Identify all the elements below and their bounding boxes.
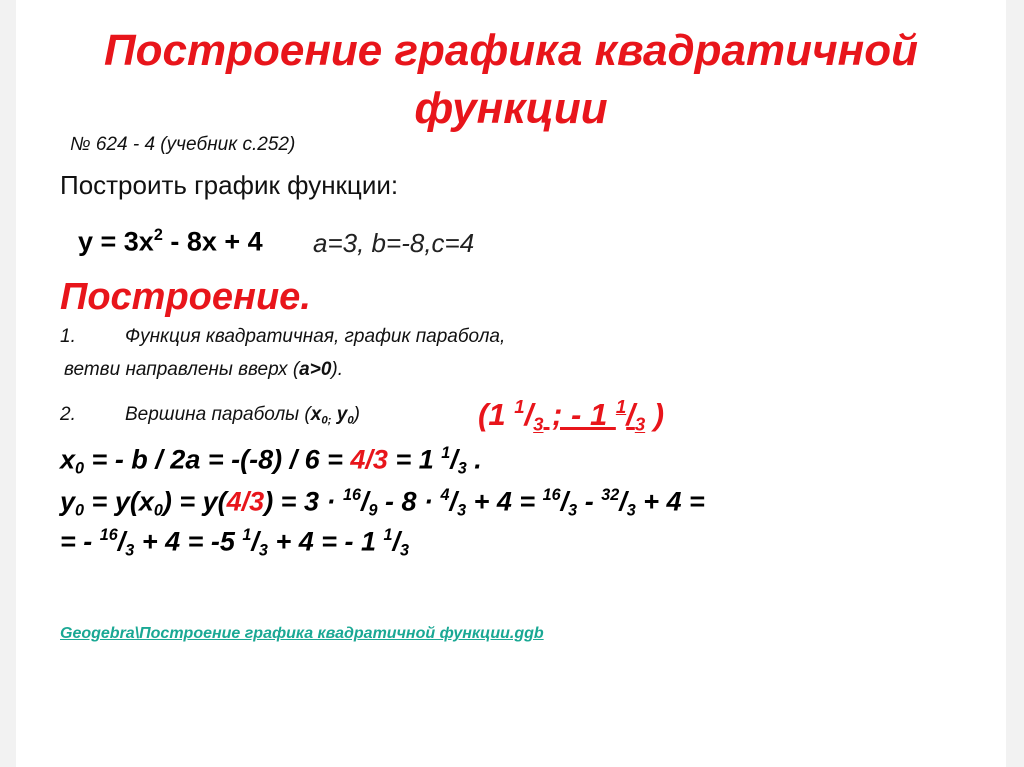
- calc-result-sup3: 1: [383, 526, 393, 544]
- step2-text-post: ): [353, 404, 360, 425]
- slide-title: Построение графика квадратичной функции: [104, 26, 918, 133]
- calc-x0-letter: x: [60, 444, 76, 475]
- step1-branches: [64, 359, 343, 381]
- vertex-num2: 1: [615, 396, 627, 417]
- step2-y0-sub: 0: [347, 414, 354, 427]
- calc-y0-h: /: [560, 486, 569, 517]
- calc-y0-sub: 0: [75, 501, 85, 520]
- calc-x0-sub: 0: [75, 459, 85, 478]
- calc-y0-g: + 4 =: [466, 486, 543, 517]
- task-prompt: Построить график функции:: [60, 170, 399, 200]
- step1-branches-pre: ветви направлены вверх (: [64, 359, 300, 380]
- vertex-sep2: /: [626, 397, 635, 433]
- calc-result-sup2: 1: [242, 526, 252, 544]
- calc-y0-den4: 3: [626, 501, 636, 520]
- vertex-num1: 1: [514, 396, 525, 417]
- calc-y0-sup3: 16: [542, 486, 561, 504]
- vertex-close: ): [645, 397, 665, 433]
- step2-text: [125, 404, 360, 426]
- calc-result-sup1: 16: [99, 526, 118, 544]
- step2-x0-letter: x: [310, 404, 322, 425]
- calc-x0-formula: = - b / 2a = -(-8) / 6 =: [84, 444, 351, 475]
- coefficients: a=3, b=-8,c=4: [313, 228, 475, 258]
- calc-result-c: + 4 = -5: [134, 526, 243, 557]
- calc-x0-slash: /: [450, 444, 458, 475]
- vertex-den1: 3: [533, 413, 544, 435]
- step2-text-pre: Вершина параболы (: [125, 404, 311, 425]
- calc-y0-den3: 3: [568, 501, 578, 520]
- calc-y0-d: /: [360, 486, 369, 517]
- task-reference: № 624 - 4 (учебник с.252): [70, 134, 296, 155]
- calc-x0-eq: = 1: [387, 444, 442, 475]
- vertex-den2: 3: [634, 413, 646, 435]
- calc-result-den2: 3: [258, 541, 268, 560]
- step2-x0: [311, 404, 354, 425]
- slide: [16, 0, 1006, 767]
- vertex-coordinates: [478, 396, 664, 436]
- calc-result-den3: 3: [400, 541, 410, 560]
- calc-result-e: + 4 = - 1: [267, 526, 384, 557]
- calc-result-d: /: [251, 526, 259, 557]
- calc-y0-e: - 8 ·: [377, 486, 441, 517]
- construction-heading: Построение.: [60, 276, 311, 318]
- calc-y0-sup4: 32: [601, 486, 620, 504]
- calc-result: [60, 526, 409, 560]
- geogebra-file-link[interactable]: Geogebra\Построение графика квадратичной функции.ggb: [60, 625, 544, 642]
- calc-y0-highlight: 4/3: [226, 486, 265, 517]
- calc-y0-den1: 9: [368, 501, 378, 520]
- calc-result-b: /: [117, 526, 126, 557]
- step2-number: 2.: [60, 404, 76, 425]
- calc-y0-j: /: [619, 486, 627, 517]
- vertex-open: (1: [478, 397, 515, 433]
- calc-x0-den: 3: [457, 459, 467, 478]
- calc-x0-num: 1: [441, 444, 451, 462]
- vertex-mid: ; - 1: [543, 397, 616, 433]
- step1-condition: a>0: [299, 359, 332, 380]
- vertex-sep1: /: [524, 397, 534, 433]
- calc-y0-k: + 4 =: [635, 486, 705, 517]
- calc-y0: [60, 486, 705, 520]
- step1-branches-post: ).: [331, 359, 343, 380]
- step1-number: 1.: [60, 326, 76, 347]
- calc-result-f: /: [392, 526, 401, 557]
- calc-y0-f: /: [449, 486, 458, 517]
- calc-y0-sup1: 16: [342, 486, 361, 504]
- calc-y0-den2: 3: [457, 501, 467, 520]
- calc-y0-sup2: 4: [440, 486, 450, 504]
- calc-y0-a: = y(x: [84, 486, 154, 517]
- equation-exponent: 2: [153, 226, 163, 244]
- function-equation: [78, 226, 263, 258]
- calc-result-den1: 3: [125, 541, 135, 560]
- equation-y-prefix: y = 3x: [78, 226, 154, 257]
- calc-y0-sub1: 0: [153, 501, 163, 520]
- step2-y0-letter: y: [331, 404, 348, 425]
- calc-x0: [60, 444, 482, 478]
- step1-text: Функция квадратичная, график парабола,: [125, 326, 506, 347]
- calc-y0-letter: y: [60, 486, 76, 517]
- step2-x0-sub: 0;: [321, 414, 332, 427]
- calc-x0-highlight: 4/3: [350, 444, 388, 475]
- calc-x0-end: .: [466, 444, 482, 475]
- calc-result-a: = -: [60, 526, 100, 557]
- calc-y0-c: ) = 3 ·: [264, 486, 343, 517]
- calc-y0-i: -: [577, 486, 602, 517]
- equation-rest: - 8x + 4: [162, 226, 263, 257]
- calc-y0-b: ) = y(: [162, 486, 227, 517]
